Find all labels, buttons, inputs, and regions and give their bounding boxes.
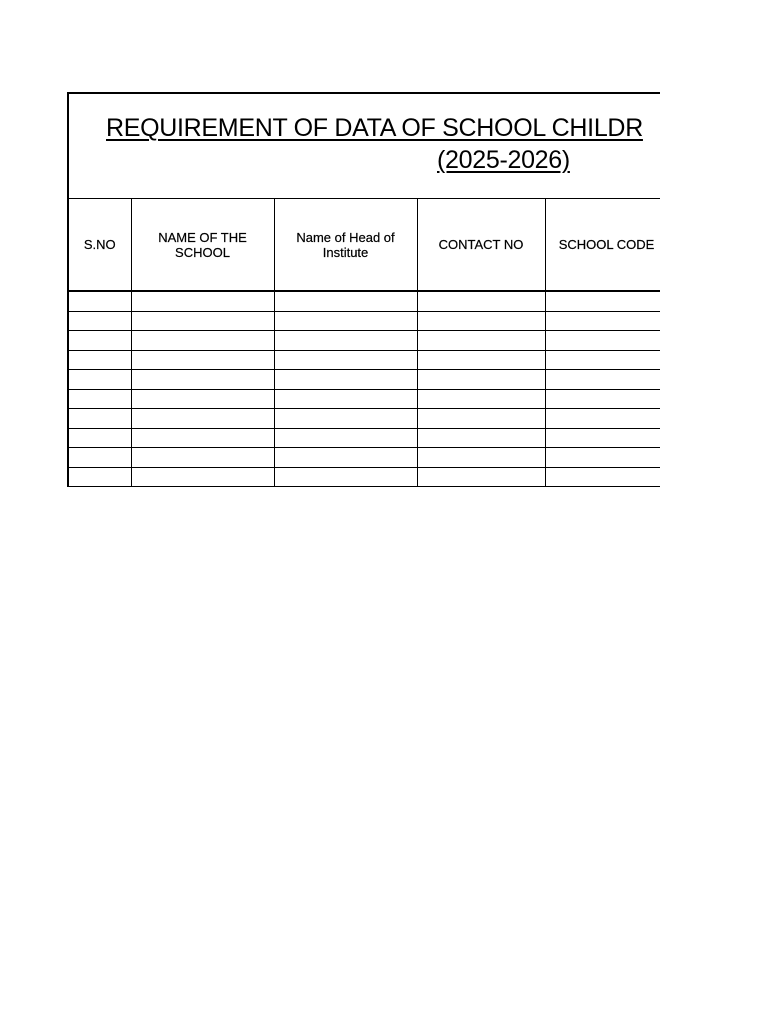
table-cell[interactable]	[131, 331, 274, 351]
table-cell[interactable]	[545, 467, 660, 487]
header-head-of-institute: Name of Head of Institute	[274, 199, 417, 292]
table-cell[interactable]	[131, 428, 274, 448]
table-cell[interactable]	[274, 389, 417, 409]
table-body	[68, 291, 660, 487]
table-cell[interactable]	[68, 389, 131, 409]
table-cell[interactable]	[131, 311, 274, 331]
table-cell[interactable]	[545, 409, 660, 429]
table-cell[interactable]	[68, 331, 131, 351]
header-school-code: SCHOOL CODE	[545, 199, 660, 292]
table-cell[interactable]	[545, 350, 660, 370]
table-cell[interactable]	[545, 370, 660, 390]
document-title: REQUIREMENT OF DATA OF SCHOOL CHILDR	[106, 114, 643, 142]
table-cell[interactable]	[131, 467, 274, 487]
table-cell[interactable]	[545, 448, 660, 468]
table-cell[interactable]	[68, 311, 131, 331]
table-cell[interactable]	[68, 428, 131, 448]
table-cell[interactable]	[417, 409, 545, 429]
table-row	[68, 448, 660, 468]
table-cell[interactable]	[545, 311, 660, 331]
table-cell[interactable]	[417, 389, 545, 409]
table-cell[interactable]	[274, 291, 417, 311]
table-cell[interactable]	[274, 331, 417, 351]
table-cell[interactable]	[417, 428, 545, 448]
table-cell[interactable]	[131, 370, 274, 390]
table-cell[interactable]	[417, 467, 545, 487]
table-row	[68, 409, 660, 429]
table-cell[interactable]	[417, 370, 545, 390]
table-cell[interactable]	[131, 389, 274, 409]
table-cell[interactable]	[417, 350, 545, 370]
table-cell[interactable]	[274, 370, 417, 390]
table-row	[68, 428, 660, 448]
table-cell[interactable]	[68, 291, 131, 311]
table-cell[interactable]	[545, 291, 660, 311]
table-row	[68, 467, 660, 487]
header-sno: S.NO	[68, 199, 131, 292]
table-cell[interactable]	[417, 291, 545, 311]
table-row	[68, 311, 660, 331]
table-cell[interactable]	[68, 370, 131, 390]
table-cell[interactable]	[274, 448, 417, 468]
table-header-row	[68, 199, 660, 292]
table-cell[interactable]	[274, 428, 417, 448]
table-cell[interactable]	[417, 331, 545, 351]
table-cell[interactable]	[274, 467, 417, 487]
table-row	[68, 291, 660, 311]
title-block	[67, 92, 660, 198]
table-cell[interactable]	[131, 350, 274, 370]
spreadsheet-page	[67, 92, 660, 487]
document-year: (2025-2026)	[437, 146, 570, 174]
table-row	[68, 370, 660, 390]
table-cell[interactable]	[131, 409, 274, 429]
header-contact-no: CONTACT NO	[417, 199, 545, 292]
table-cell[interactable]	[545, 331, 660, 351]
table-row	[68, 331, 660, 351]
table-cell[interactable]	[131, 291, 274, 311]
table-cell[interactable]	[68, 350, 131, 370]
school-data-table	[67, 198, 660, 487]
header-school-name: NAME OF THE SCHOOL	[131, 199, 274, 292]
table-cell[interactable]	[274, 350, 417, 370]
table-cell[interactable]	[274, 311, 417, 331]
table-cell[interactable]	[68, 409, 131, 429]
table-cell[interactable]	[545, 389, 660, 409]
table-cell[interactable]	[417, 311, 545, 331]
table-cell[interactable]	[68, 448, 131, 468]
table-row	[68, 389, 660, 409]
table-cell[interactable]	[131, 448, 274, 468]
table-row	[68, 350, 660, 370]
table-cell[interactable]	[274, 409, 417, 429]
table-cell[interactable]	[545, 428, 660, 448]
table-cell[interactable]	[417, 448, 545, 468]
table-cell[interactable]	[68, 467, 131, 487]
